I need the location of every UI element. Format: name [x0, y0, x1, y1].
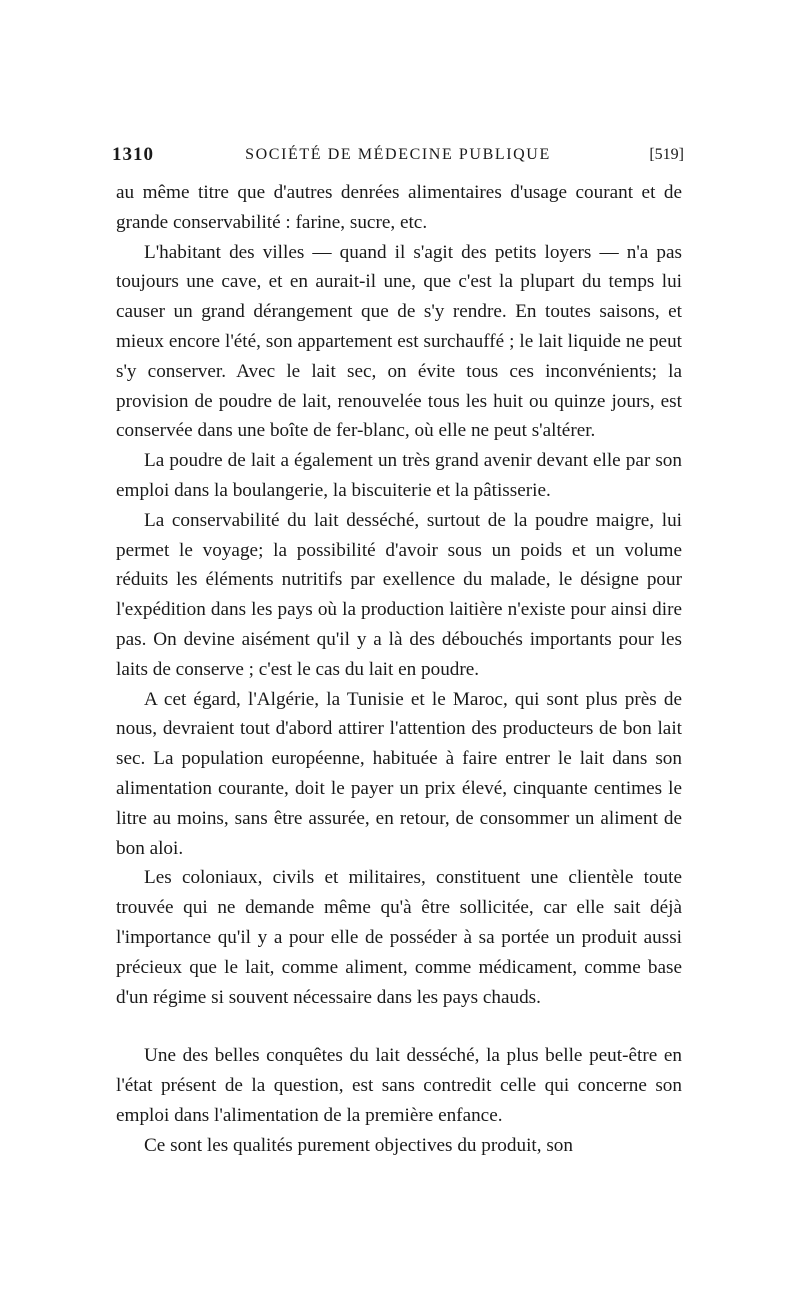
paragraph: La poudre de lait a également un très grand avenir devant elle par son emploi dans la boulangerie, la biscuiterie et la pâtisserie.: [116, 450, 682, 501]
paragraph: A cet égard, l'Algérie, la Tunisie et le Maroc, qui sont plus près de nous, devraient tout d'abord attirer l'attention des producteurs de bon lait sec. La population européenne, habituée à faire entrer le lait dans son alimentation courante, doit le payer un prix élevé, cinquante centimes le litre au moins, sans être assurée, en retour, de consommer un aliment de bon aloi.: [116, 688, 682, 859]
page-number: 1310: [112, 144, 154, 165]
running-title: SOCIÉTÉ DE MÉDECINE PUBLIQUE: [245, 146, 551, 163]
paragraph: L'habitant des villes — quand il s'agit des petits loyers — n'a pas toujours une cave, et en aurait-il une, que c'est la plupart du temps lui causer un grand dérangement que de s'y rendre. En toutes saisons, et mieux encore l'été, son appartement est surchauffé ; le lait liquide ne peut s'y conserver. Avec le lait sec, on évite tous ces inconvénients; la provision de poudre de lait, renouvelée tous les huit ou quinze jours, est conservée dans une boîte de fer-blanc, où elle ne peut s'altérer.: [116, 241, 682, 442]
body-text: [116, 178, 682, 1161]
paragraph: La conservabilité du lait desséché, surtout de la poudre maigre, lui permet le voyage; la possibilité d'avoir sous un poids et un volume réduits les éléments nutritifs par exellence du malade, le désigne pour l'expédition dans les pays où la production laitière n'existe pour ainsi dire pas. On devine aisément qu'il y a là des débouchés importants pour les laits de conserve ; c'est le cas du lait en poudre.: [116, 509, 682, 680]
bracket-page-reference: [519]: [649, 146, 684, 163]
paragraph-continuation: au même titre que d'autres denrées alimentaires d'usage courant et de grande conservabilité : farine, sucre, etc.: [116, 182, 682, 233]
paragraph: Les coloniaux, civils et militaires, constituent une clientèle toute trouvée qui ne demande même qu'à être sollicitée, car elle sait déjà l'importance qu'il y a pour elle de posséder à sa portée un produit aussi précieux que le lait, comme aliment, comme médicament, comme base d'un régime si souvent nécessaire dans les pays chauds.: [116, 867, 682, 1008]
running-header: [112, 144, 684, 168]
paragraph: Une des belles conquêtes du lait desséché, la plus belle peut-être en l'état présent de la question, est sans contredit celle qui concerne son emploi dans l'alimentation de la première enfance.: [116, 1045, 682, 1126]
paragraph: Ce sont les qualités purement objectives du produit, son: [144, 1134, 573, 1156]
